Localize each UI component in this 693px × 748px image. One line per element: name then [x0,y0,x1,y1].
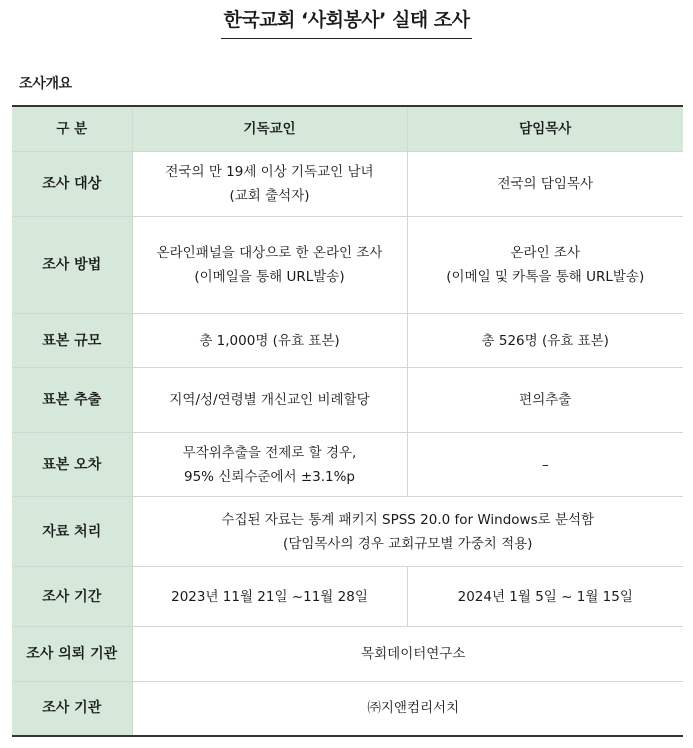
cell-line: 온라인패널을 대상으로 한 온라인 조사 [156,245,383,261]
table-row [12,627,683,682]
survey-overview-table [12,105,683,737]
cell-line: 전국의 만 19세 이상 기독교인 남녀 [165,164,374,180]
section-title: 조사개요 [19,76,72,92]
pastors-cell: – [407,433,683,497]
cell-line: 무작위추출을 전제로 할 경우, [182,444,357,461]
cell-line: 수집된 자료는 통계 패키지 SPSS 20.0 for Windows로 분석함 [221,511,595,528]
header-believers: 기독교인 [132,106,407,152]
believers-cell [132,433,407,497]
believers-cell [132,217,407,314]
believers-cell: 총 1,000명 (유효 표본) [132,314,407,368]
row-label: 조사 기관 [12,682,132,736]
cell-line: (이메일 및 카톡을 통해 URL발송) [446,269,645,285]
pastors-cell: 편의추출 [407,368,683,433]
merged-cell [132,497,683,567]
row-label: 자료 처리 [12,497,132,567]
merged-cell: 목회데이터연구소 [132,627,683,682]
table-row [12,682,683,736]
cell-line: (담임목사의 경우 교회규모별 가중치 적용) [283,535,533,552]
pastors-cell: 2024년 1월 5일 ~ 1월 15일 [407,567,683,627]
pastors-cell [407,152,683,217]
cell-line: 95% 신뢰수준에서 ±3.1%p [183,468,355,485]
table-row [12,217,683,314]
row-label: 표본 오차 [12,433,132,497]
believers-cell: 2023년 11월 21일 ~11월 28일 [132,567,407,627]
cell-line: (이메일을 통해 URL발송) [194,269,345,285]
pastors-cell [407,217,683,314]
merged-cell: ㈜지앤컴리서치 [132,682,683,736]
cell-line: 전국의 담임목사 [497,176,594,192]
row-label: 표본 추출 [12,368,132,433]
title-wrap [0,5,693,39]
believers-cell [132,152,407,217]
pastors-cell: 총 526명 (유효 표본) [407,314,683,368]
header-pastors: 담임목사 [407,106,683,152]
table-row [12,497,683,567]
table-row [12,368,683,433]
page-title: 한국교회 ‘사회봉사’ 실태 조사 [221,5,471,39]
row-label: 표본 규모 [12,314,132,368]
table-header-row [12,106,683,152]
cell-line: 온라인 조사 [510,245,580,261]
row-label: 조사 대상 [12,152,132,217]
table-row [12,314,683,368]
believers-cell: 지역/성/연령별 개신교인 비례할당 [132,368,407,433]
table-row [12,567,683,627]
table-row [12,152,683,217]
header-category: 구 분 [12,106,132,152]
row-label: 조사 방법 [12,217,132,314]
row-label: 조사 의뢰 기관 [12,627,132,682]
cell-line: (교회 출석자) [229,188,310,204]
table-row [12,433,683,497]
row-label: 조사 기간 [12,567,132,627]
